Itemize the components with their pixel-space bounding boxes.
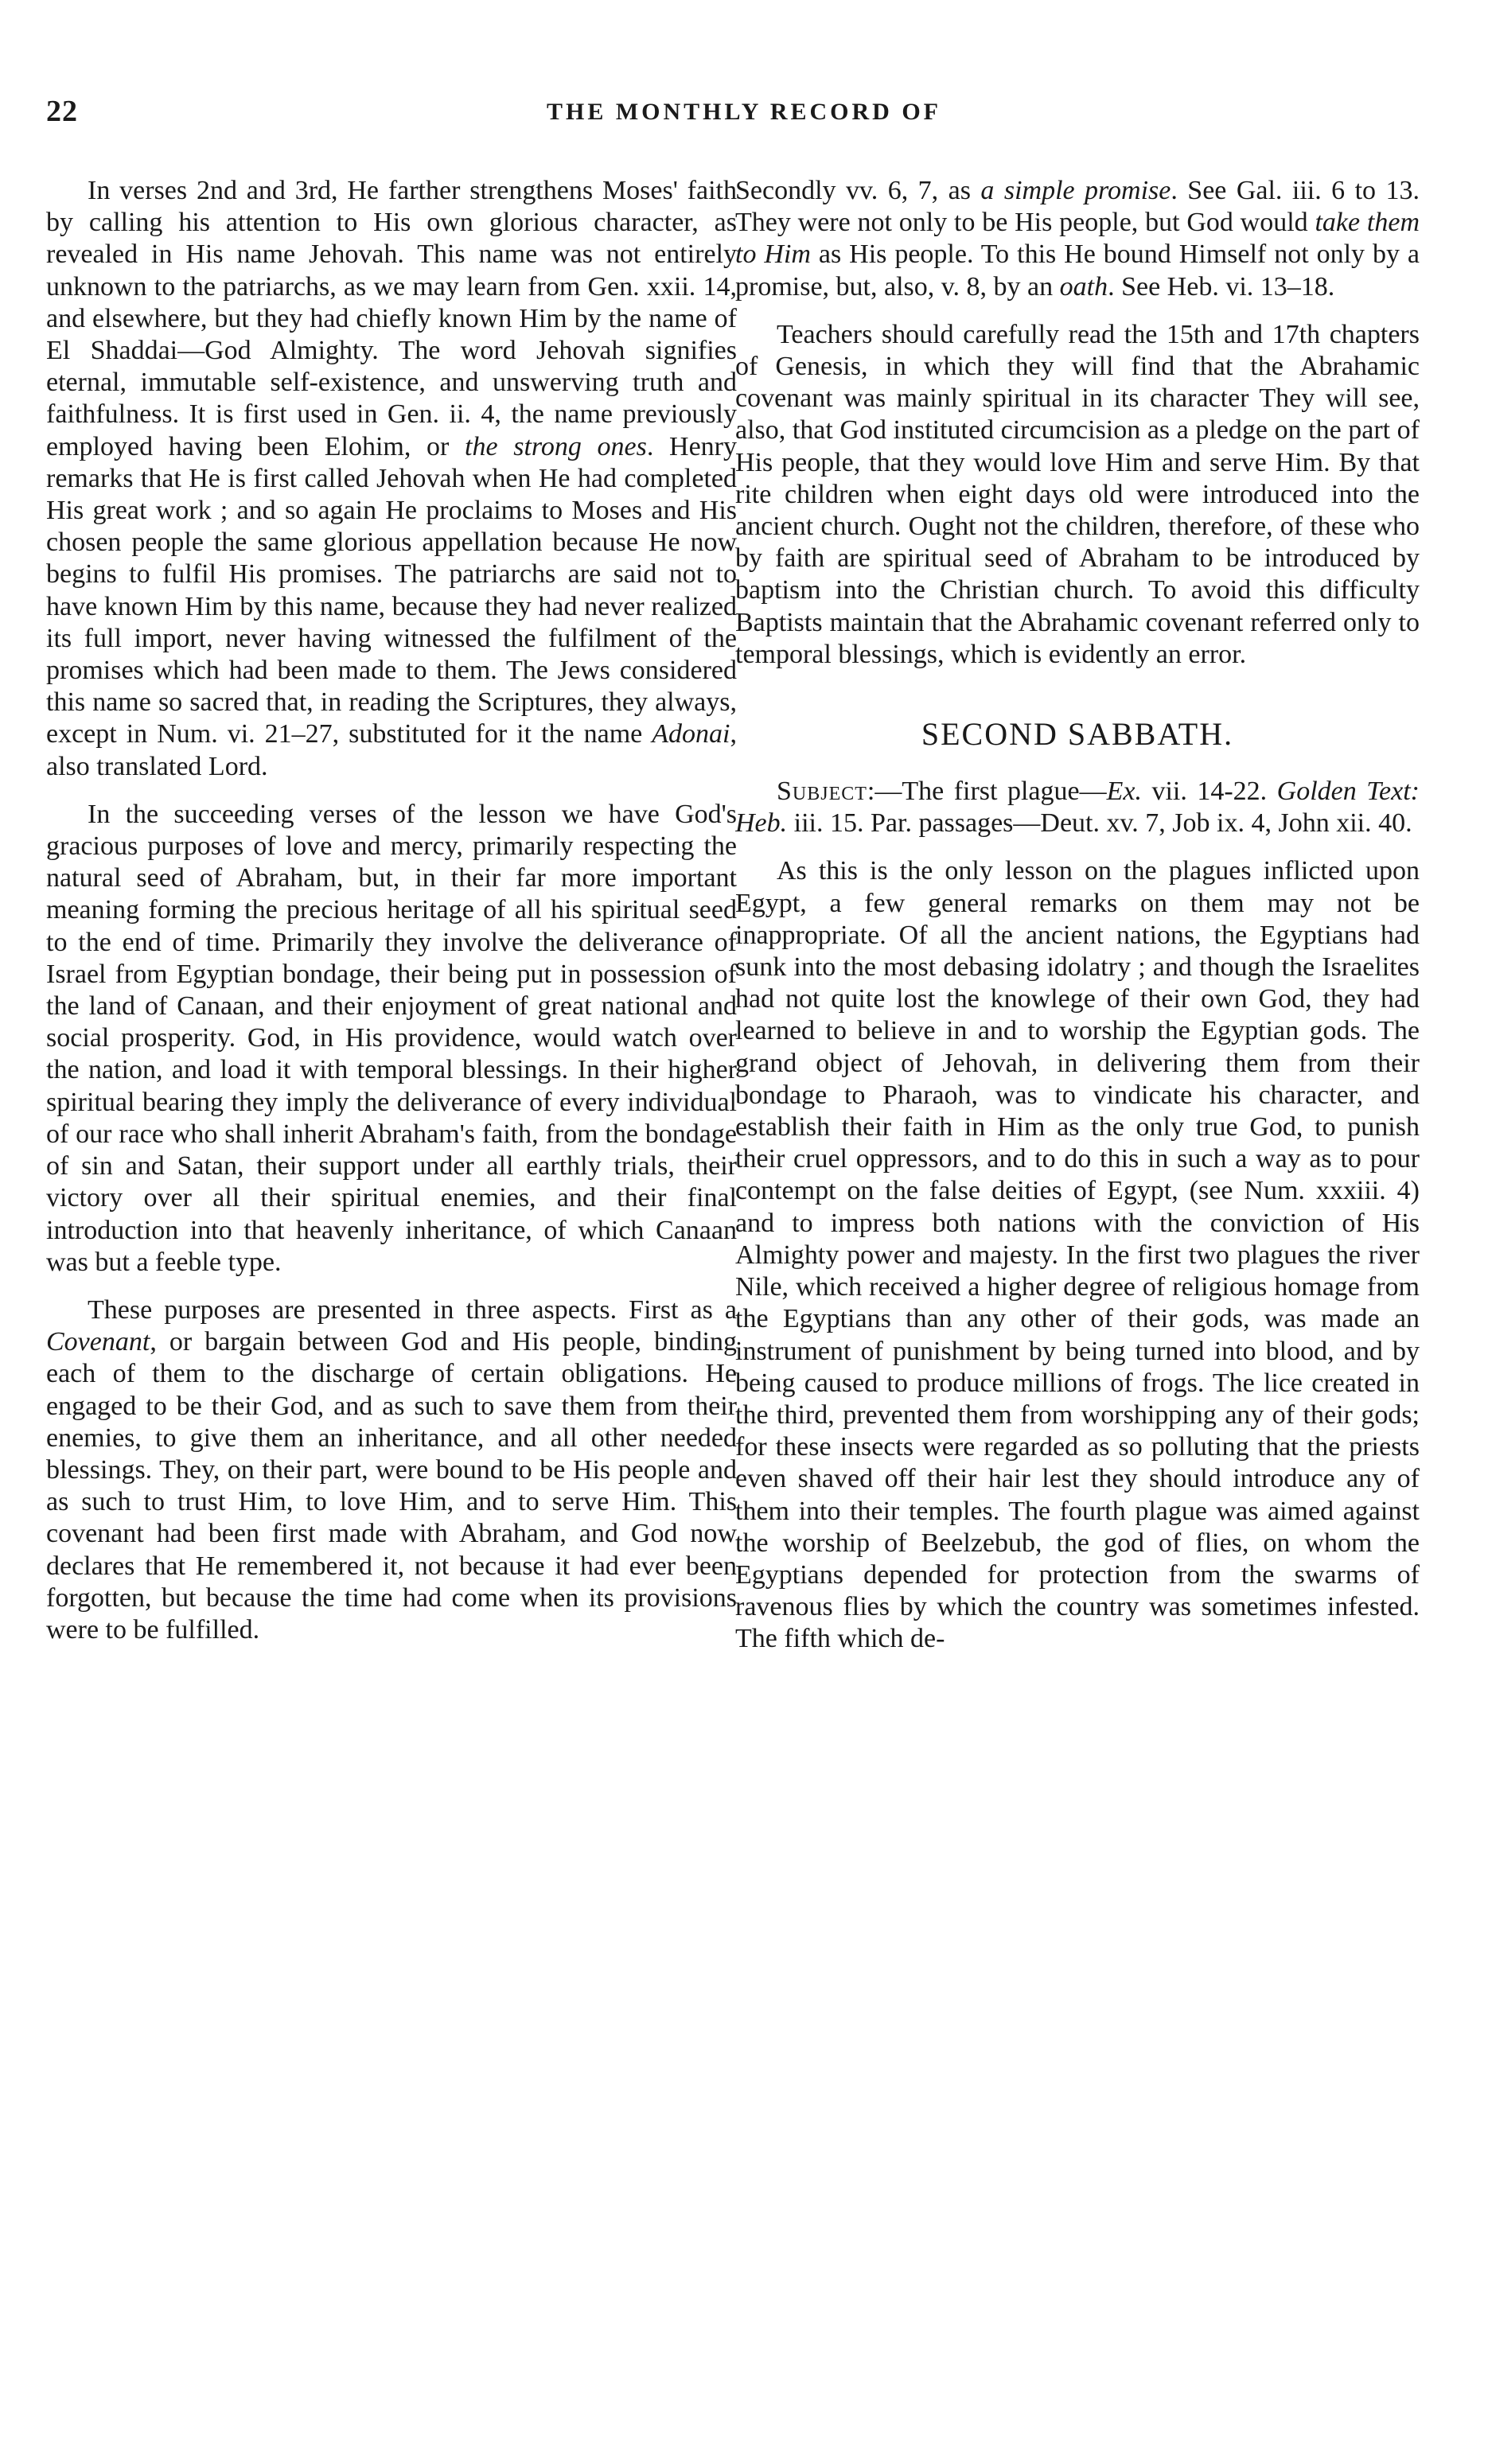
section-heading: SECOND SABBATH. <box>921 716 1234 753</box>
paragraph-simple-promise: Secondly vv. 6, 7, as a simple promise. See Gal. iii. 6 to 13. They were not only to be His people, but God would take them to Him as His people. To this He bound Himself not only by a promise, but, also, v. 8, by an oath. See Heb. vi. 13–18. <box>735 176 1420 302</box>
page-number: 22 <box>46 95 78 128</box>
lesson-subject-line: Subject:—The first plague—Ex. vii. 14-22. Golden Text: Heb. iii. 15. Par. passages—Deut. xv. 7, Job ix. 4, John xii. 40. <box>735 777 1420 839</box>
paragraph-covenant: These purposes are presented in three aspects. First as a Covenant, or bargain between God and His people, binding each of them to the discharge of certain obligations. He engaged to be their God, and as such to save them from their enemies, to give them an inheritance, and all other needed blessings. They, on their part, were bound to be His people and as such to trust Him, to love Him, and to serve Him. This covenant had been first made with Abraham, and God now declares that He remembered it, not because it had ever been forgotten, but because the time had come when its provisions were to be fulfilled. <box>46 1294 737 1645</box>
paragraph-jehovah-name: In verses 2nd and 3rd, He farther strengthens Moses' faith by calling his attention to His own glorious character, as revealed in His name Jehovah. This name was not entirely unknown to the patriarchs, as we may learn from Gen. xxii. 14, and elsewhere, but they had chiefly known Him by the name of El Shaddai—God Almighty. The word Jehovah signifies eternal, immutable self-existence, and unswerving truth and faithfulness. It is first used in Gen. ii. 4, the name previously employed having been Elohim, or the strong ones. Henry remarks that He is first called Jehovah when He had completed His great work ; and so again He proclaims to Moses and His chosen people the same glorious appellation because He now begins to fulfil His promises. The patriarchs are said not to have known Him by this name, because they had never realized its full import, never having witnessed the fulfilment of the promises which had been made to them. The Jews considered this name so sacred that, in reading the Scriptures, they always, except in Num. vi. 21–27, substituted for it the name Adonai, also translated Lord. <box>46 176 737 781</box>
right-column <box>735 175 1420 2450</box>
paragraph-teachers-note: Teachers should carefully read the 15th and 17th chapters of Genesis, in which they will find that the Abrahamic covenant was mainly spiritual in its character They will see, also, that God instituted circumcision as a pledge on the part of His people, that they would love Him and serve Him. By that rite children when eight days old were introduced into the ancient church. Ought not the children, therefore, of these who by faith are spiritual seed of Abraham to be introduced by baptism into the Christian church. To avoid this difficulty Baptists maintain that the Abrahamic covenant referred only to temporal blessings, which is evidently an error. <box>735 319 1420 669</box>
paragraph-gracious-purposes: In the succeeding verses of the lesson we have God's gracious purposes of love and mercy, primarily respecting the natural seed of Abraham, but, in their far more important meaning forming the precious heritage of all his spiritual seed to the end of time. Primarily they involve the deliverance of Israel from Egyptian bondage, their being put in possession of the land of Canaan, and their enjoyment of great national and social prosperity. God, in His providence, would watch over the nation, and load it with temporal blessings. In their higher spiritual bearing they imply the deliverance of every individual of our race who shall inherit Abraham's faith, from the bondage of sin and Satan, their support under all earthly trials, their victory over all their spiritual enemies, and their final introduction into that heavenly inheritance, of which Canaan was but a feeble type. <box>46 799 737 1277</box>
left-column <box>46 175 737 2450</box>
paragraph-plagues: As this is the only lesson on the plagues inflicted upon Egypt, a few general remarks on them may not be inappropriate. Of all the ancient nations, the Egyptians had sunk into the most debasing idolatry ; and though the Israelites had not quite lost the knowlege of their own God, they had learned to believe in and to worship the Egyptian gods. The grand object of Jehovah, in delivering them from their bondage to Pharaoh, was to vindicate his character, and establish their faith in Him as the only true God, to punish their cruel oppressors, and to do this in such a way as to pour contempt on the false deities of Egypt, (see Num. xxxiii. 4) and to impress both nations with the conviction of His Almighty power and majesty. In the first two plagues the river Nile, which received a higher degree of religious homage from the Egyptians than any other of their gods, was made an instrument of punishment by being turned into blood, and by being caused to produce millions of frogs. The lice created in the third, prevented them from worshipping any of their gods; for these insects were regarded as so polluting that the priests even shaved off their hair lest they should introduce any of them into their temples. The fourth plague was aimed against the worship of Beelzebub, the god of flies, on whom the Egyptians depended for protection from the swarms of ravenous flies by which the country was sometimes infested. The fifth which de- <box>735 856 1420 1654</box>
running-title: THE MONTHLY RECORD OF <box>547 99 941 125</box>
